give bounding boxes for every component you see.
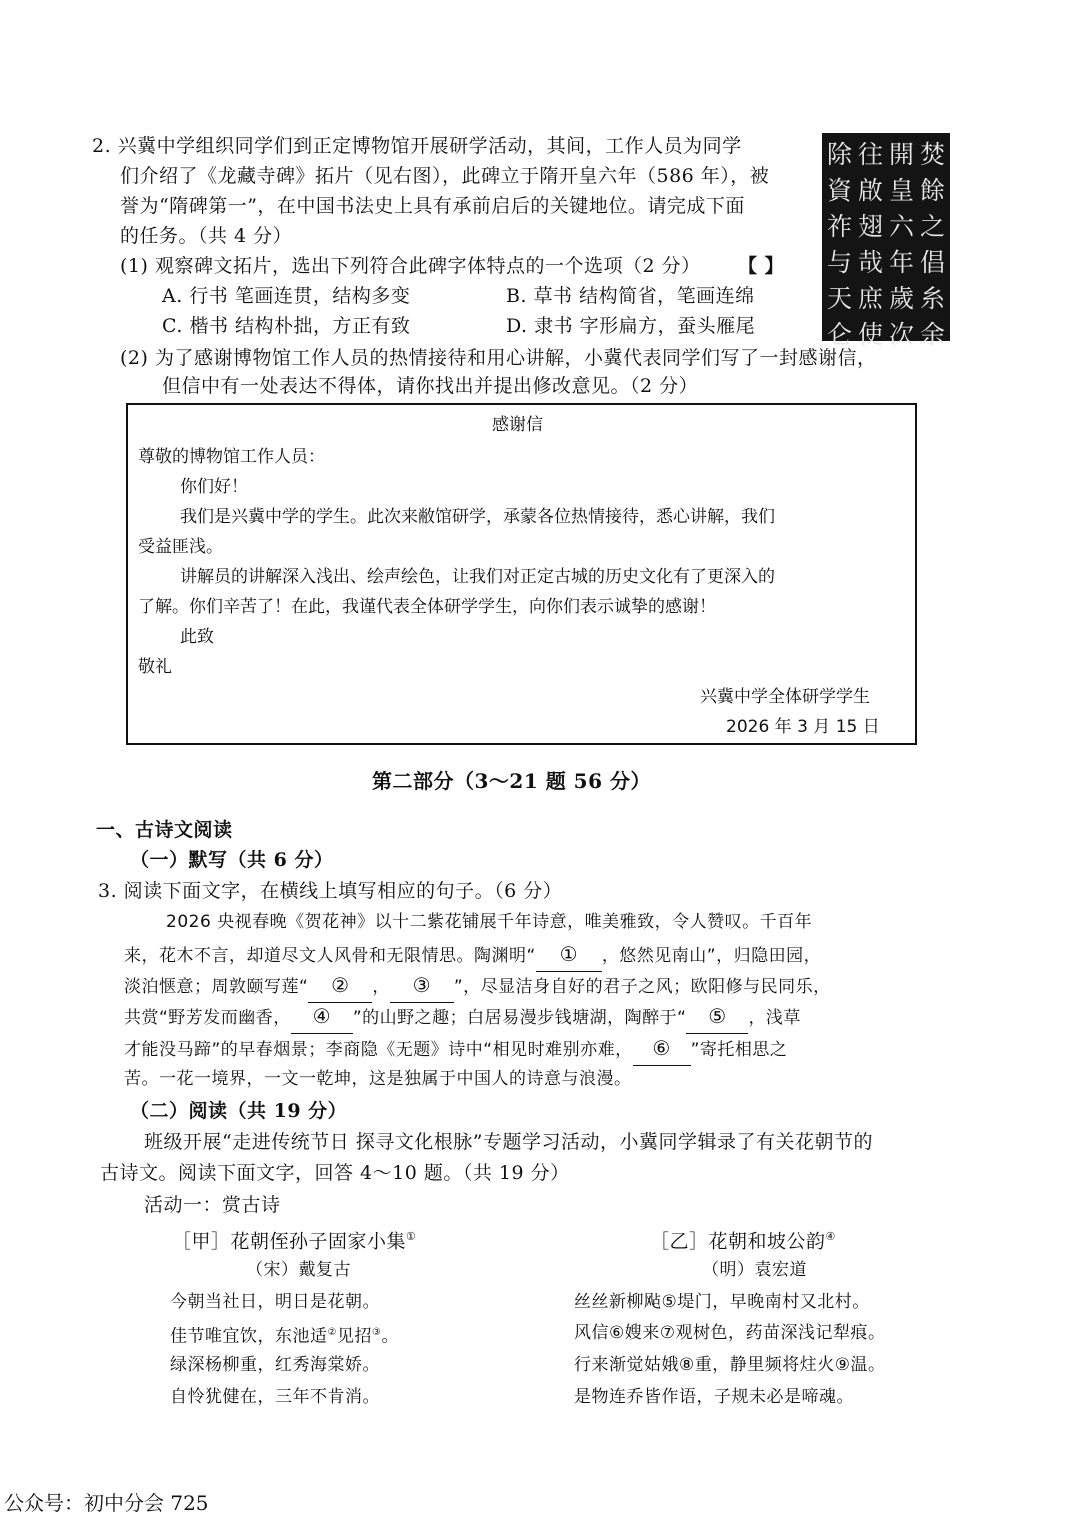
q3-passage-line-6: 苦。一花一境界，一文一乾坤，这是独属于中国人的诗意与浪漫。 — [124, 1069, 632, 1089]
blank-6: ⑥ — [633, 1033, 691, 1066]
blank-4: ④ — [291, 1001, 353, 1034]
rubbing-glyph: 資 — [826, 176, 852, 205]
blank-5: ⑤ — [686, 1001, 748, 1034]
letter-paragraph-1b: 受益匪浅。 — [138, 537, 223, 557]
rubbing-glyph: 啟 — [857, 176, 883, 205]
rubbing-glyph: 与 — [826, 248, 852, 277]
q3-passage-line-1: 2026 央视春晚《贺花神》以十二紫花铺展千年诗意，唯美雅致，令人赞叹。千百年 — [166, 912, 813, 932]
letter-closing-2: 敬礼 — [138, 657, 172, 677]
rubbing-glyph: 餘 — [919, 176, 945, 205]
q3-passage-line-5: 才能没马蹄”的早春烟景；李商隐《无题》诗中“相见时难别亦难， ⑥ ”寄托相思之 — [124, 1033, 787, 1066]
poem-a-line-4: 自怜犹健在，三年不肯消。 — [170, 1387, 380, 1407]
letter-date: 2026 年 3 月 15 日 — [726, 717, 880, 737]
rubbing-glyph: 翅 — [857, 212, 883, 241]
poem-b-author: （明）袁宏道 — [702, 1260, 807, 1280]
poem-b-line-2: 风信⑥嫂来⑦观树色，药苗深浅记犁痕。 — [574, 1323, 886, 1343]
poem-b-line-3: 行来渐觉姑娥⑧重，静里频将炷火⑨温。 — [574, 1355, 886, 1375]
letter-paragraph-2a: 讲解员的讲解深入浅出、绘声绘色，让我们对正定古城的历史文化有了更深入的 — [180, 567, 775, 587]
rubbing-glyph: 糸 — [919, 284, 945, 313]
rubbing-glyph: 除 — [826, 140, 852, 169]
rubbing-glyph: 六 — [888, 212, 914, 241]
thank-you-letter — [126, 403, 917, 745]
letter-title: 感谢信 — [492, 415, 543, 435]
activity-intro-line-2: 古诗文。阅读下面文字，回答 4～10 题。（共 19 分） — [100, 1162, 570, 1184]
rubbing-glyph: 年 — [888, 248, 914, 277]
rubbing-glyph: 天 — [826, 284, 852, 313]
rubbing-glyph: 之 — [919, 212, 945, 241]
section-1-title: 一、古诗文阅读 — [96, 819, 233, 841]
rubbing-glyph: 開 — [888, 140, 914, 169]
rubbing-glyph: 往 — [857, 140, 883, 169]
option-c: C. 楷书 结构朴拙，方正有致 — [162, 315, 411, 337]
q2-line-3: 誉为“隋碑第一”，在中国书法史上具有承前启后的关键地位。请完成下面 — [120, 195, 745, 217]
activity-one-title: 活动一：赏古诗 — [144, 1194, 281, 1216]
rubbing-glyph: 皇 — [888, 176, 914, 205]
activity-intro-line-1: 班级开展“走进传统节日 探寻文化根脉”专题学习活动，小冀同学辑录了有关花朝节的 — [144, 1131, 873, 1153]
q3-passage-line-2: 来，花木不言，却道尽文人风骨和无限情思。陶渊明“ ① ，悠然见南山”，归隐田园， — [124, 939, 821, 972]
q2-line-1: 2. 兴冀中学组织同学们到正定博物馆开展研学活动，其间，工作人员为同学 — [92, 135, 742, 157]
q3-passage-line-3: 淡泊惬意；周敦颐写莲“ ② ， ③ ”，尽显洁身自好的君子之风；欧阳修与民同乐， — [124, 970, 831, 1003]
rubbing-glyph: 次 — [888, 320, 914, 349]
letter-paragraph-2b: 了解。你们辛苦了！在此，我谨代表全体研学学生，向你们表示诚挚的感谢！ — [138, 597, 716, 617]
stele-rubbing-image — [822, 133, 950, 349]
poem-a-author: （宋）戴复古 — [246, 1260, 351, 1280]
letter-signer: 兴冀中学全体研学学生 — [700, 687, 870, 707]
rubbing-glyph: 使 — [857, 320, 883, 349]
poem-a-line-3: 绿深杨柳重，红秀海棠娇。 — [170, 1355, 380, 1375]
rubbing-glyph: 倡 — [919, 248, 945, 277]
rubbing-glyph: 庶 — [857, 284, 883, 313]
poem-b-line-1: 丝丝新柳飐⑤堤门，早晚南村又北村。 — [574, 1292, 870, 1312]
blank-2: ② — [308, 970, 372, 1003]
option-a: A. 行书 笔画连贯，结构多变 — [162, 285, 411, 307]
poem-b-title: ［乙］花朝和坡公韵④ — [650, 1230, 836, 1253]
rubbing-glyph: 焚 — [919, 140, 945, 169]
q2-sub1: (1) 观察碑文拓片，选出下列符合此碑字体特点的一个选项（2 分） — [120, 255, 701, 277]
blank-3: ③ — [390, 970, 454, 1003]
rubbing-glyph: 祚 — [826, 212, 852, 241]
letter-greeting: 你们好！ — [180, 477, 248, 497]
letter-salutation: 尊敬的博物馆工作人员： — [138, 447, 325, 467]
rubbing-glyph: 余 — [919, 320, 945, 349]
letter-closing-1: 此致 — [180, 627, 214, 647]
blank-1: ① — [536, 939, 602, 972]
answer-bracket: 【 】 — [738, 255, 785, 277]
q3-passage-line-4: 共赏“野芳发而幽香， ④ ”的山野之趣；白居易漫步钱塘湖，陶醉于“ ⑤ ，浅草 — [124, 1001, 801, 1034]
q2-sub2-line-2: 但信中有一处表达不得体，请你找出并提出修改意见。（2 分） — [162, 375, 699, 397]
rubbing-glyph: 仑 — [826, 320, 852, 349]
letter-paragraph-1a: 我们是兴冀中学的学生。此次来敝馆研学，承蒙各位热情接待，悉心讲解，我们 — [180, 507, 775, 527]
subsection-a-title: （一）默写（共 6 分） — [130, 849, 334, 871]
part2-heading: 第二部分（3～21 题 56 分） — [372, 769, 651, 793]
q3-prompt: 3. 阅读下面文字，在横线上填写相应的句子。（6 分） — [98, 880, 563, 902]
q2-line-2: 们介绍了《龙藏寺碑》拓片（见右图），此碑立于隋开皇六年（586 年），被 — [120, 165, 770, 187]
rubbing-glyph: 哉 — [857, 248, 883, 277]
footer-watermark: 公众号：初中分会 725 — [4, 1491, 209, 1515]
q2-sub2-line-1: (2) 为了感谢博物馆工作人员的热情接待和用心讲解，小冀代表同学们写了一封感谢信， — [120, 347, 877, 369]
option-d: D. 隶书 字形扁方，蚕头雁尾 — [506, 315, 756, 337]
poem-a-title: ［甲］花朝侄孙子固家小集① — [172, 1230, 417, 1253]
rubbing-glyph: 歲 — [888, 284, 914, 313]
q2-line-4: 的任务。（共 4 分） — [120, 225, 293, 247]
poem-b-line-4: 是物连乔皆作语，子规未必是啼魂。 — [574, 1387, 854, 1407]
poem-a-line-1: 今朝当社日，明日是花朝。 — [170, 1292, 380, 1312]
poem-a-line-2: 佳节唯宜饮，东池适②见招③。 — [170, 1326, 399, 1347]
option-b: B. 草书 结构简省，笔画连绵 — [506, 285, 755, 307]
subsection-b-title: （二）阅读（共 19 分） — [130, 1100, 348, 1122]
